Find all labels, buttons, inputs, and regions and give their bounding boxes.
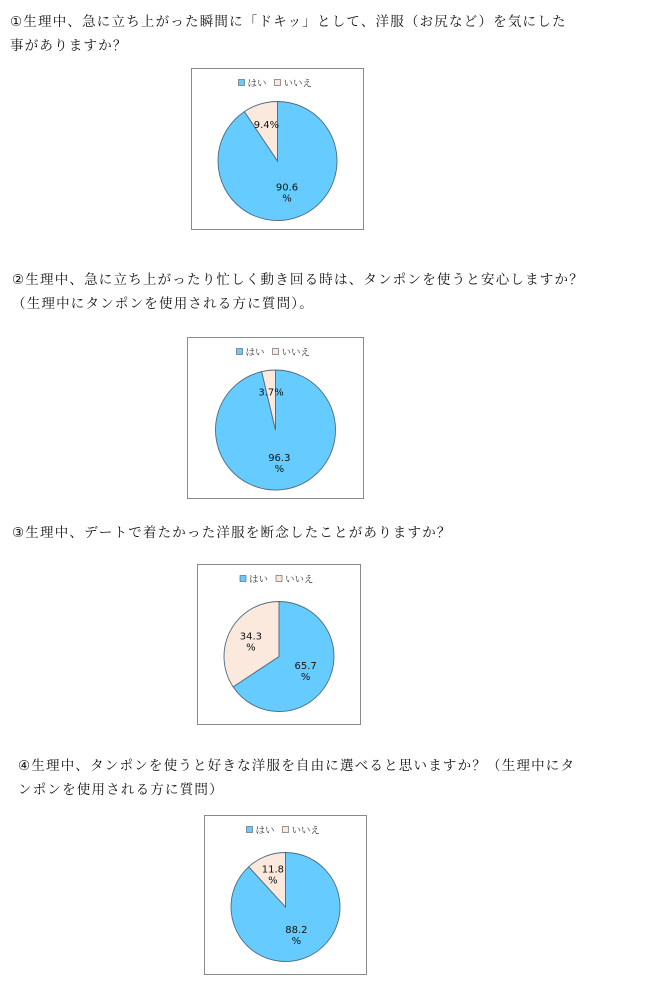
question-3-line-1: ③生理中、デートで着たかった洋服を断念したことがありますか？ [12, 525, 452, 541]
pie-label-no: 34.3 % [239, 631, 263, 654]
question-2-line-2: （生理中にタンポンを使用される方に質問）。 [12, 296, 314, 312]
question-1-line-2: 事がありますか？ [10, 38, 128, 54]
legend-label-yes: はい [249, 574, 269, 586]
legend-swatch-no [275, 80, 281, 86]
legend-swatch-yes [237, 349, 243, 355]
legend-swatch-no [276, 576, 282, 582]
pie-chart-2-svg [188, 338, 363, 498]
legend-label-no: いいえ [285, 574, 314, 586]
pie-chart-2 [187, 337, 364, 499]
pie-label-no: 3.7% [258, 387, 284, 399]
question-4-line-2: ンポンを使用される方に質問） [18, 782, 224, 798]
legend-label-yes: はい [255, 825, 275, 837]
question-2-line-1: ②生理中、急に立ち上がったり忙しく動き回る時は、タンポンを使うと安心しますか？ [12, 272, 584, 288]
question-2 [12, 268, 584, 316]
pie-chart-3-svg [198, 565, 360, 724]
pie-chart-1-svg [192, 69, 363, 229]
question-4-line-1: ④生理中、タンポンを使うと好きな洋服を自由に選べると思いますか？（生理中にタ [18, 758, 576, 774]
pie-chart-1 [191, 68, 364, 230]
pie-chart-4-svg [205, 816, 366, 974]
legend-swatch-no [283, 827, 289, 833]
legend-label-no: いいえ [281, 347, 311, 359]
pie-chart-4 [204, 815, 367, 975]
pie-label-yes: 65.7 % [294, 660, 317, 683]
legend-swatch-no [273, 349, 279, 355]
question-1-line-1: ①生理中、急に立ち上がった瞬間に「ドキッ」として、洋服（お尻など）を気にした [10, 14, 567, 30]
legend-label-no: いいえ [283, 78, 313, 90]
legend-swatch-yes [247, 827, 253, 833]
legend-swatch-yes [239, 80, 245, 86]
pie-label-yes: 96.3 % [268, 452, 291, 475]
pie-chart-3 [197, 564, 361, 725]
question-1 [10, 10, 567, 58]
pie-label-yes: 90.6 % [275, 182, 299, 205]
pie-label-yes: 88.2 % [285, 924, 308, 947]
legend-label-yes: はい [247, 78, 267, 90]
pie-chart-4-legend [247, 826, 321, 837]
pie-label-no: 11.8 % [261, 864, 284, 887]
pie-label-no: 9.4% [253, 120, 280, 132]
pie-chart-1-legend [239, 79, 313, 90]
legend-label-no: いいえ [291, 825, 321, 837]
question-4 [18, 754, 575, 802]
question-3 [12, 521, 452, 545]
legend-swatch-yes [240, 576, 246, 582]
legend-label-yes: はい [245, 347, 265, 359]
pie-chart-3-legend [240, 575, 314, 586]
pie-chart-2-legend [237, 348, 311, 359]
